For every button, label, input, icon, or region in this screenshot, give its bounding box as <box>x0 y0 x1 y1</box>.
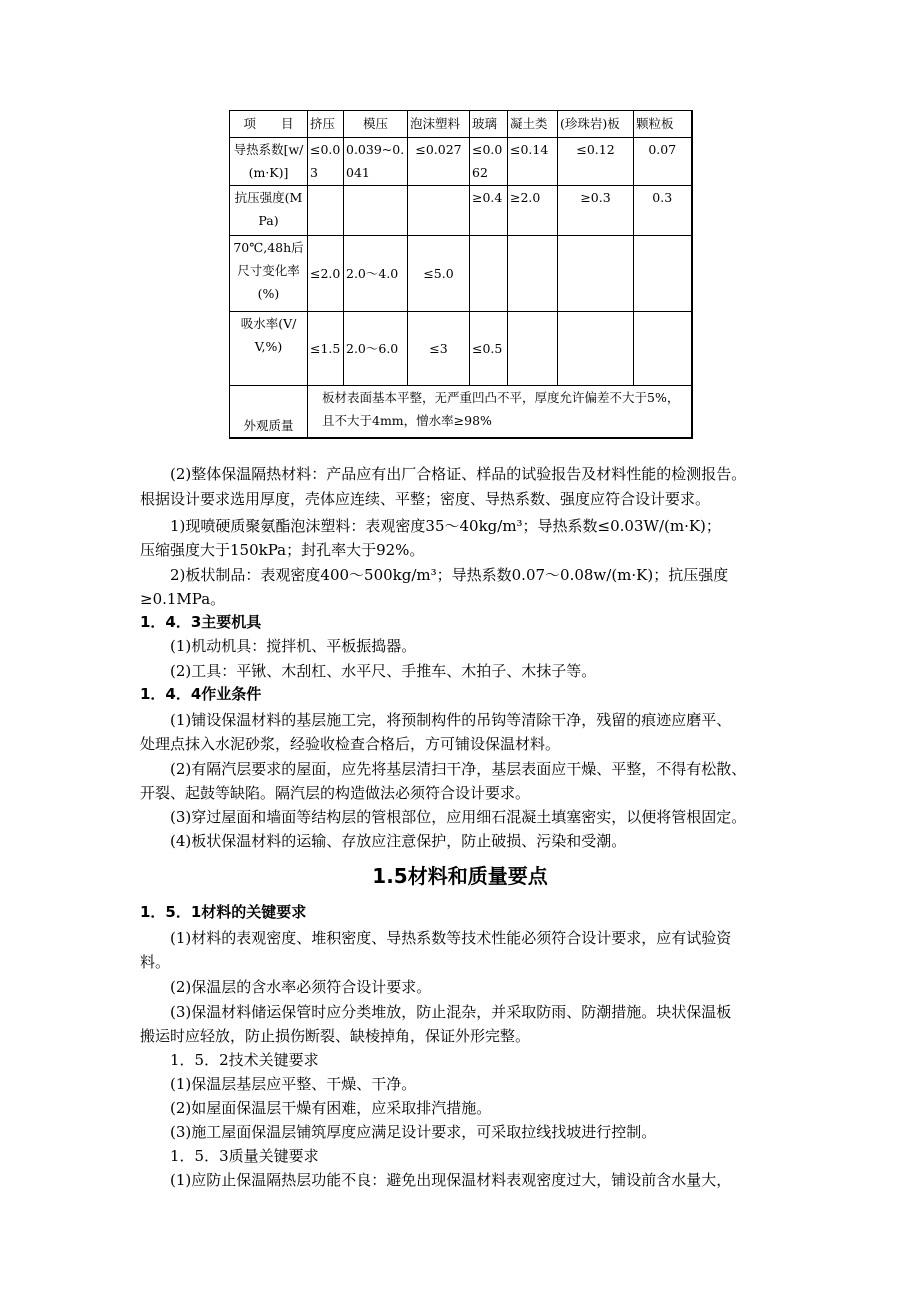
paragraph: (2)保温层的含水率必须符合设计要求。 <box>170 978 432 996</box>
paragraph: 开裂、起鼓等缺陷。隔汽层的构造做法必须符合设计要求。 <box>140 784 531 802</box>
section-heading: 1．4．3主要机具 <box>140 613 262 631</box>
table-cell <box>508 312 558 386</box>
table-cell <box>558 312 634 386</box>
paragraph: (2)如屋面保温层干燥有困难，应采取排汽措施。 <box>170 1099 492 1117</box>
table-cell: ≤5.0 <box>408 236 470 312</box>
table-header-cell: 凝土类 <box>508 111 558 138</box>
table-row <box>230 236 692 312</box>
paragraph: (3)施工屋面保温层铺筑厚度应满足设计要求，可采取拉线找坡进行控制。 <box>170 1123 657 1141</box>
table-cell: ≥2.0 <box>508 186 558 236</box>
table-cell: ≥0.4 <box>470 186 508 236</box>
table-cell: ≤0.03 <box>308 138 344 186</box>
table-cell <box>634 312 692 386</box>
paragraph: 搬运时应轻放，防止损伤断裂、缺棱掉角，保证外形完整。 <box>140 1027 531 1045</box>
table-cell <box>344 186 408 236</box>
table-cell <box>508 236 558 312</box>
table-cell: ≤0.14 <box>508 138 558 186</box>
paragraph: (2)整体保温隔热材料：产品应有出厂合格证、样品的试验报告及材料性能的检测报告。 <box>170 465 747 483</box>
paragraph: (1)保温层基层应平整、干燥、干净。 <box>170 1075 417 1093</box>
table-cell: ≤3 <box>408 312 470 386</box>
table-row <box>230 138 692 186</box>
section-heading: 1．5．1材料的关键要求 <box>140 903 307 921</box>
table-header-cell: 泡沫塑料 <box>408 111 470 138</box>
table-row <box>230 312 692 386</box>
paragraph: (4)板状保温材料的运输、存放应注意保护，防止破损、污染和受潮。 <box>170 832 627 850</box>
table-header-cell: (珍珠岩)板 <box>558 111 634 138</box>
chapter-heading: 1.5材料和质量要点 <box>372 864 548 888</box>
section-heading: 1．5．3质量关键要求 <box>170 1147 319 1165</box>
table-header-cell: 挤压 <box>308 111 344 138</box>
table-header-cell: 玻璃 <box>470 111 508 138</box>
row-label: 70℃,48h后尺寸变化率(%) <box>230 236 308 312</box>
table-cell: ≥0.3 <box>558 186 634 236</box>
table-cell: ≤0.12 <box>558 138 634 186</box>
table-row <box>230 386 692 438</box>
paragraph: (2)工具：平锹、木刮杠、水平尺、手推车、木拍子、木抹子等。 <box>170 662 597 680</box>
table-cell: ≤1.5 <box>308 312 344 386</box>
section-heading: 1．4．4作业条件 <box>140 685 262 703</box>
table-cell: 2.0～4.0 <box>344 236 408 312</box>
table-cell: ≤2.0 <box>308 236 344 312</box>
paragraph: ≥0.1MPa。 <box>140 590 226 608</box>
table-cell: 0.039~0.041 <box>344 138 408 186</box>
paragraph: (1)机动机具：搅拌机、平板振捣器。 <box>170 637 417 655</box>
paragraph: 1)现喷硬质聚氨酯泡沫塑料：表观密度35～40kg/m³；导热系数≤0.03W/(m·K)； <box>170 517 721 535</box>
table-cell: 2.0～6.0 <box>344 312 408 386</box>
table-header-cell: 颗粒板 <box>634 111 692 138</box>
paragraph: (2)有隔汽层要求的屋面，应先将基层清扫干净，基层表面应干燥、平整，不得有松散、 <box>170 760 747 778</box>
paragraph: 根据设计要求选用厚度，壳体应连续、平整；密度、导热系数、强度应符合设计要求。 <box>140 490 711 508</box>
table-cell: ≤0.062 <box>470 138 508 186</box>
table-cell <box>308 186 344 236</box>
section-heading: 1．5．2技术关键要求 <box>170 1051 319 1069</box>
table-header-row <box>230 111 692 138</box>
table-cell: 0.07 <box>634 138 692 186</box>
table-cell <box>408 186 470 236</box>
row-label: 导热系数[w/(m·K)] <box>230 138 308 186</box>
paragraph: (1)铺设保温材料的基层施工完，将预制构件的吊钩等清除干净，残留的痕迹应磨平、 <box>170 711 732 729</box>
table-header-cell: 项 目 <box>230 111 308 138</box>
row-label: 吸水率(V/V,%) <box>230 312 308 386</box>
row-label: 外观质量 <box>230 386 308 438</box>
paragraph: 料。 <box>140 953 171 971</box>
appearance-text: 板材表面基本平整，无严重凹凸不平，厚度允许偏差不大于5%，且不大于4mm，憎水率≥98% <box>308 386 692 438</box>
paragraph: (3)穿过屋面和墙面等结构层的管根部位，应用细石混凝土填塞密实，以便将管根固定。 <box>170 808 747 826</box>
table-row <box>230 186 692 236</box>
paragraph: (1)材料的表观密度、堆积密度、导热系数等技术性能必须符合设计要求，应有试验资 <box>170 929 732 947</box>
material-properties-table <box>229 110 693 439</box>
paragraph: (1)应防止保温隔热层功能不良：避免出现保温材料表观密度过大，铺设前含水量大， <box>170 1171 732 1189</box>
table-cell: ≤0.027 <box>408 138 470 186</box>
paragraph: (3)保温材料储运保管时应分类堆放，防止混杂，并采取防雨、防潮措施。块状保温板 <box>170 1003 732 1021</box>
table-header-cell: 模压 <box>344 111 408 138</box>
table-cell: ≤0.5 <box>470 312 508 386</box>
paragraph: 2)板状制品：表观密度400～500kg/m³；导热系数0.07～0.08w/(m·K)；抗压强度 <box>170 566 729 584</box>
table-cell <box>634 236 692 312</box>
paragraph: 压缩强度大于150kPa；封孔率大于92%。 <box>140 541 425 559</box>
table-cell: 0.3 <box>634 186 692 236</box>
row-label: 抗压强度(MPa) <box>230 186 308 236</box>
table-cell <box>558 236 634 312</box>
table-cell <box>470 236 508 312</box>
paragraph: 处理点抹入水泥砂浆，经验收检查合格后，方可铺设保温材料。 <box>140 735 561 753</box>
